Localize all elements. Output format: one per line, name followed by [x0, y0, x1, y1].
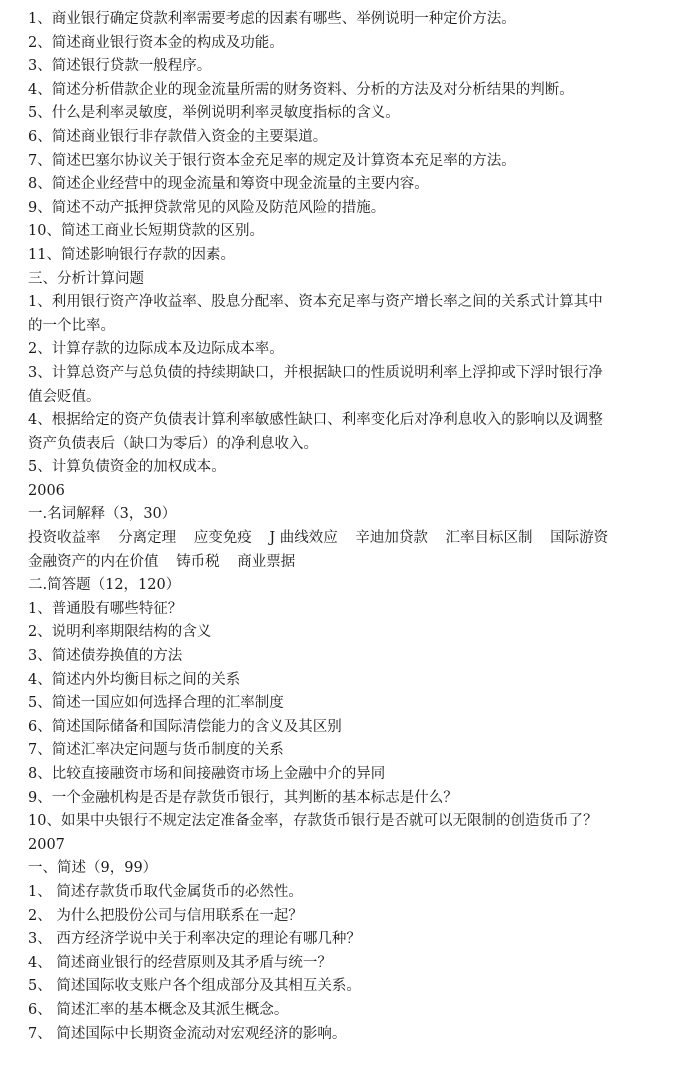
question-item: 3、计算总资产与总负债的持续期缺口，并根据缺口的性质说明利率上浮抑或下浮时银行净 [28, 364, 603, 381]
term-item: 商业票据 [237, 553, 296, 570]
term-list-line [28, 551, 668, 575]
question-item: 4、 简述商业银行的经营原则及其矛盾与统一？ [28, 954, 332, 971]
question-item: 5、计算负债资金的加权成本。 [28, 459, 226, 476]
exam-document [28, 8, 668, 1046]
question-item: 4、简述内外均衡目标之间的关系 [28, 671, 241, 688]
question-item: 2、 为什么把股份公司与信用联系在一起？ [28, 907, 303, 924]
section-heading: 二.简答题（12，120） [28, 577, 181, 594]
question-item: 2、计算存款的边际成本及边际成本率。 [28, 341, 284, 358]
question-item: 8、比较直接融资市场和间接融资市场上金融中介的异同 [28, 766, 386, 782]
term-item: 铸币税 [176, 553, 220, 570]
question-item-continuation: 的一个比率。 [28, 317, 115, 334]
question-item: 1、商业银行确定贷款利率需要考虑的因素有哪些、举例说明一种定价方法。 [28, 11, 516, 27]
question-item: 7、 简述国际中长期资金流动对宏观经济的影响。 [28, 1025, 347, 1042]
section-heading: 一.名词解释（3，30） [28, 506, 177, 523]
year-heading: 2007 [28, 836, 65, 853]
question-item: 10、如果中央银行不规定法定准备金率，存款货币银行是否就可以无限制的创造货币了？ [28, 813, 598, 830]
question-item: 5、简述一国应如何选择合理的汇率制度 [28, 695, 284, 712]
question-item: 1、 简述存款货币取代金属货币的必然性。 [28, 883, 303, 900]
sec2006-question-list [28, 598, 668, 834]
year-heading: 2006 [28, 482, 65, 499]
question-item: 9、简述不动产抵押贷款常见的风险及防范风险的措施。 [28, 199, 386, 216]
term-item: 金融资产的内在价值 [28, 553, 159, 570]
question-item: 6、简述国际储备和国际清偿能力的含义及其区别 [28, 718, 342, 735]
question-item: 2、说明利率期限结构的含义 [28, 624, 212, 641]
term-list-line [28, 527, 668, 551]
question-item: 8、简述企业经营中的现金流量和筹资中现金流量的主要内容。 [28, 176, 429, 193]
question-item: 7、简述汇率决定问题与货币制度的关系 [28, 742, 284, 759]
part1-question-list [28, 8, 668, 268]
question-item: 3、简述债券换值的方法 [28, 648, 183, 665]
question-item: 4、根据给定的资产负债表计算利率敏感性缺口、利率变化后对净利息收入的影响以及调整 [28, 412, 603, 429]
question-item: 9、一个金融机构是否是存款货币银行，其判断的基本标志是什么？ [28, 789, 458, 806]
question-item: 1、普通股有哪些特征？ [28, 600, 183, 617]
question-item: 1、利用银行资产净收益率、股息分配率、资本充足率与资产增长率之间的关系式计算其中 [28, 294, 603, 311]
term-item: J 曲线效应 [269, 530, 338, 547]
term-item: 辛迪加贷款 [355, 530, 428, 547]
term-item: 应变免疫 [193, 530, 252, 547]
question-item: 5、 简述国际收支账户各个组成部分及其相互关系。 [28, 978, 361, 995]
question-item-continuation: 值会贬值。 [28, 388, 101, 405]
sec2007-question-list [28, 881, 668, 1046]
part3-question-list [28, 291, 668, 480]
section-heading: 一、简述（9，99） [28, 860, 158, 877]
question-item: 6、简述商业银行非存款借入资金的主要渠道。 [28, 128, 328, 145]
question-item: 11、简述影响银行存款的因素。 [28, 246, 235, 263]
term-item: 投资收益率 [28, 530, 101, 547]
section-heading: 三、分析计算问题 [28, 270, 144, 287]
question-item: 3、 西方经济学说中关于利率决定的理论有哪几种？ [28, 931, 361, 948]
question-item: 4、简述分析借款企业的现金流量所需的财务资料、分析的方法及对分析结果的判断。 [28, 81, 574, 98]
question-item: 3、简述银行贷款一般程序。 [28, 58, 212, 75]
question-item-continuation: 资产负债表后（缺口为零后）的净利息收入。 [28, 435, 318, 452]
question-item: 6、 简述汇率的基本概念及其派生概念。 [28, 1001, 289, 1018]
term-item: 分离定理 [118, 530, 177, 547]
question-item: 7、简述巴塞尔协议关于银行资本金充足率的规定及计算资本充足率的方法。 [28, 152, 516, 169]
term-item: 汇率目标区制 [445, 530, 533, 547]
question-item: 5、什么是利率灵敏度，举例说明利率灵敏度指标的含义。 [28, 105, 400, 122]
question-item: 2、简述商业银行资本金的构成及功能。 [28, 34, 284, 51]
term-item: 国际游资 [550, 530, 609, 547]
question-item: 10、简述工商业长短期贷款的区别。 [28, 223, 264, 240]
